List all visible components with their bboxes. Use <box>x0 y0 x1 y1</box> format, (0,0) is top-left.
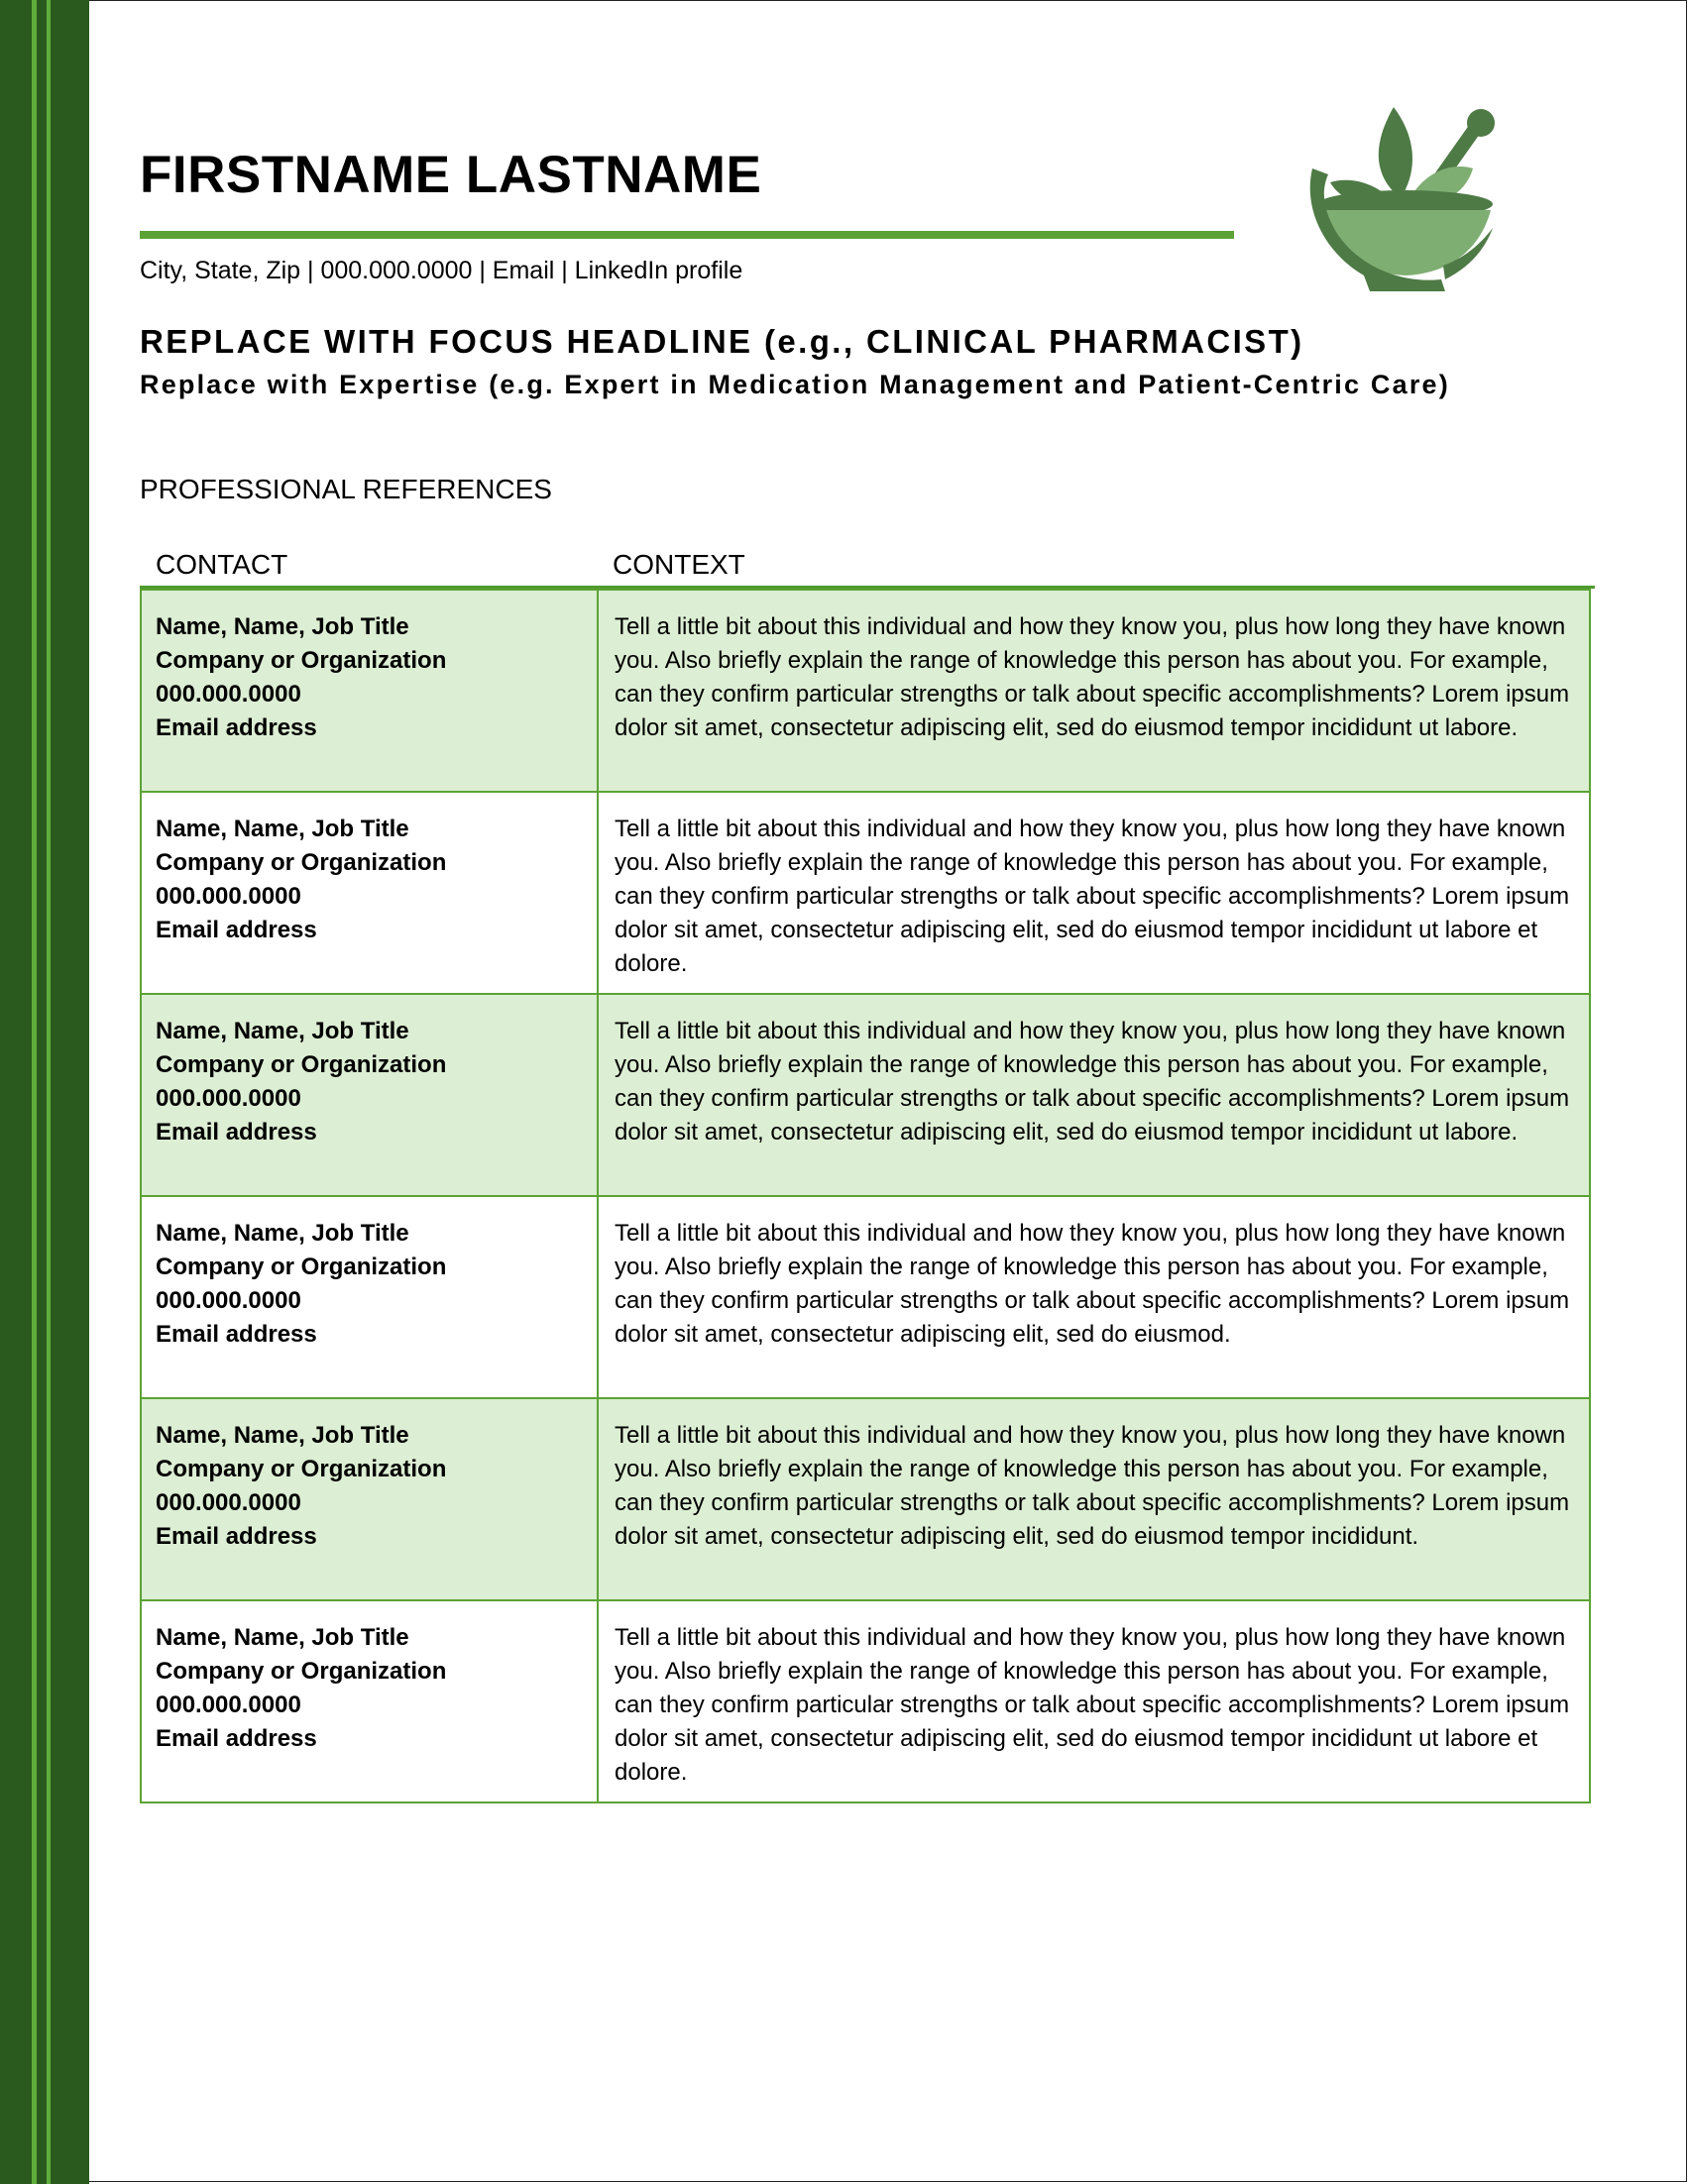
focus-headline: REPLACE WITH FOCUS HEADLINE (e.g., CLINICAL PHARMACIST) <box>140 323 1304 360</box>
reference-company: Company or Organization <box>156 1658 447 1685</box>
reference-email: Email address <box>156 1321 317 1348</box>
context-cell: Tell a little bit about this individual and how they know you, plus how long they have known you. Also briefly explain the range of knowledge this person has about you. For example, can they confirm particular strengths or talk about specific accomplishments? Lorem ipsum dolor sit amet, consectetur adipiscing elit, sed do eiusmod tempor incididunt ut labore et dolore. <box>615 1624 1570 1786</box>
reference-phone: 000.000.0000 <box>156 681 301 708</box>
reference-company: Company or Organization <box>156 849 447 876</box>
reference-email: Email address <box>156 1119 317 1146</box>
reference-phone: 000.000.0000 <box>156 1287 301 1314</box>
contact-cell <box>142 1197 599 1397</box>
left-stripe <box>47 0 51 2184</box>
column-header-context: CONTEXT <box>613 549 745 580</box>
references-table <box>140 547 1592 1786</box>
reference-name: Name, Name, Job Title <box>156 1018 409 1044</box>
context-cell: Tell a little bit about this individual and how they know you, plus how long they have known you. Also briefly explain the range of knowledge this person has about you. For example, can they confirm particular strengths or talk about specific accomplishments? Lorem ipsum dolor sit amet, consectetur adipiscing elit, sed do eiusmod tempor incididunt ut labore et dolore. <box>615 816 1570 977</box>
context-cell: Tell a little bit about this individual and how they know you, plus how long they have known you. Also briefly explain the range of knowledge this person has about you. For example, can they confirm particular strengths or talk about specific accomplishments? Lorem ipsum dolor sit amet, consectetur adipiscing elit, sed do eiusmod. <box>615 1220 1570 1348</box>
table-row <box>142 1397 1589 1599</box>
table-row <box>142 993 1589 1195</box>
candidate-name: FIRSTNAME LASTNAME <box>140 146 762 204</box>
reference-email: Email address <box>156 917 317 943</box>
name-underline-rule <box>140 231 1234 239</box>
context-cell: Tell a little bit about this individual and how they know you, plus how long they have known you. Also briefly explain the range of knowledge this person has about you. For example, can they confirm particular strengths or talk about specific accomplishments? Lorem ipsum dolor sit amet, consectetur adipiscing elit, sed do eiusmod tempor incididunt ut labore. <box>615 1018 1570 1146</box>
column-header-contact: CONTACT <box>156 549 288 580</box>
reference-email: Email address <box>156 714 317 741</box>
reference-name: Name, Name, Job Title <box>156 613 409 640</box>
context-cell: Tell a little bit about this individual and how they know you, plus how long they have known you. Also briefly explain the range of knowledge this person has about you. For example, can they confirm particular strengths or talk about specific accomplishments? Lorem ipsum dolor sit amet, consectetur adipiscing elit, sed do eiusmod tempor incididunt. <box>615 1422 1570 1550</box>
reference-company: Company or Organization <box>156 1254 447 1280</box>
left-decorative-band <box>0 0 89 2184</box>
table-row <box>142 591 1589 791</box>
reference-name: Name, Name, Job Title <box>156 1220 409 1247</box>
contact-cell <box>142 995 599 1195</box>
contact-cell <box>142 591 599 791</box>
reference-phone: 000.000.0000 <box>156 883 301 910</box>
contact-line: City, State, Zip | 000.000.0000 | Email | LinkedIn profile <box>140 257 743 284</box>
table-row <box>142 791 1589 993</box>
table-row <box>142 1195 1589 1397</box>
contact-cell <box>142 1399 599 1599</box>
contact-cell <box>142 1601 599 1802</box>
reference-company: Company or Organization <box>156 1456 447 1482</box>
reference-phone: 000.000.0000 <box>156 1489 301 1516</box>
context-cell: Tell a little bit about this individual and how they know you, plus how long they have known you. Also briefly explain the range of knowledge this person has about you. For example, can they confirm particular strengths or talk about specific accomplishments? Lorem ipsum dolor sit amet, consectetur adipiscing elit, sed do eiusmod tempor incididunt ut labore. <box>615 613 1570 741</box>
reference-name: Name, Name, Job Title <box>156 816 409 842</box>
section-title: PROFESSIONAL REFERENCES <box>140 474 552 504</box>
table-header <box>140 547 1592 587</box>
reference-email: Email address <box>156 1523 317 1550</box>
left-stripe <box>32 0 37 2184</box>
reference-company: Company or Organization <box>156 1051 447 1078</box>
reference-phone: 000.000.0000 <box>156 1692 301 1718</box>
table-body <box>140 589 1591 1803</box>
reference-company: Company or Organization <box>156 647 447 674</box>
contact-cell <box>142 793 599 993</box>
reference-name: Name, Name, Job Title <box>156 1624 409 1651</box>
reference-email: Email address <box>156 1725 317 1752</box>
mortar-pestle-leaf-icon <box>1306 99 1515 297</box>
expertise-line: Replace with Expertise (e.g. Expert in Medication Management and Patient-Centric Care) <box>140 370 1450 399</box>
reference-name: Name, Name, Job Title <box>156 1422 409 1449</box>
table-row <box>142 1599 1589 1802</box>
reference-phone: 000.000.0000 <box>156 1085 301 1112</box>
